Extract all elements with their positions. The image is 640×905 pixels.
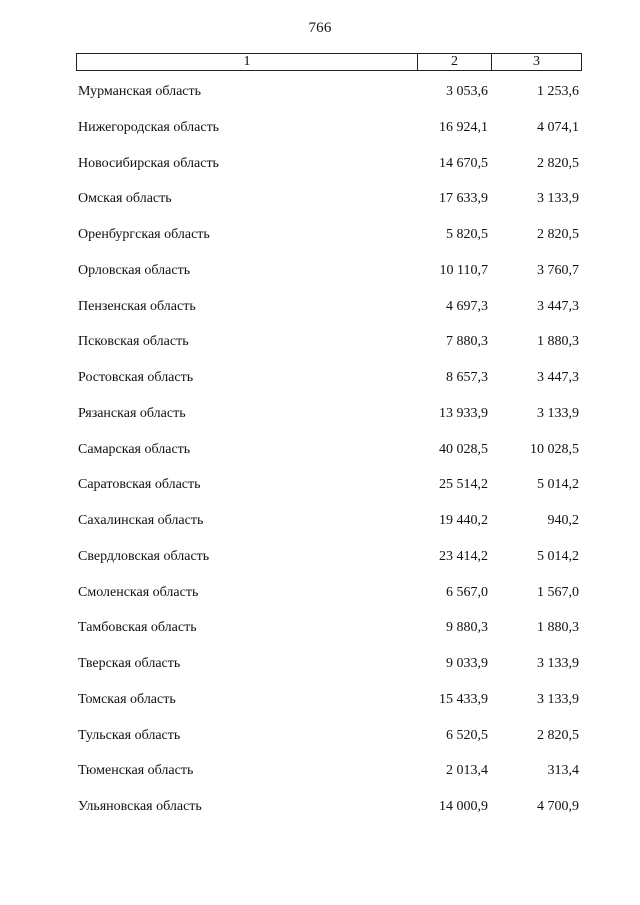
value-col-2: 5 820,5 (446, 227, 488, 242)
table-row (0, 84, 640, 120)
region-name: Томская область (78, 691, 176, 707)
header-col-2: 2 (418, 54, 492, 70)
table-row (0, 763, 640, 799)
value-col-2: 6 520,5 (446, 727, 488, 743)
value-col-3: 5 014,2 (537, 477, 579, 493)
region-name: Омская область (78, 191, 172, 207)
value-col-2: 25 514,2 (439, 477, 488, 493)
value-col-3: 3 133,9 (537, 191, 579, 207)
value-col-2: 8 657,3 (446, 370, 488, 385)
value-col-2: 4 697,3 (446, 298, 488, 314)
value-col-3: 3 447,3 (537, 370, 579, 385)
value-col-2: 14 000,9 (439, 799, 488, 814)
table-row (0, 513, 640, 549)
region-name: Самарская область (78, 441, 191, 457)
value-col-2: 6 567,0 (446, 584, 488, 600)
value-col-3: 313,4 (547, 763, 579, 779)
table-row (0, 191, 640, 227)
table-body (0, 84, 640, 835)
value-col-2: 23 414,2 (439, 548, 488, 564)
value-col-3: 2 820,5 (537, 227, 579, 242)
table-row (0, 549, 640, 585)
region-name: Тамбовская область (78, 620, 197, 636)
region-name: Мурманская область (78, 84, 202, 99)
page-number: 766 (308, 20, 332, 36)
region-name: Ростовская область (78, 370, 194, 385)
value-col-3: 5 014,2 (537, 548, 579, 564)
table-row (0, 442, 640, 478)
value-col-2: 16 924,1 (439, 119, 488, 135)
value-col-3: 3 447,3 (537, 298, 579, 314)
region-name: Тверская область (78, 656, 181, 671)
table-row (0, 156, 640, 192)
table-row (0, 585, 640, 621)
value-col-3: 3 133,9 (537, 656, 579, 671)
value-col-3: 2 820,5 (537, 727, 579, 743)
region-name: Ульяновская область (78, 799, 202, 814)
table-row (0, 370, 640, 406)
table-row (0, 728, 640, 764)
region-name: Пензенская область (78, 298, 196, 314)
value-col-2: 17 633,9 (439, 191, 488, 207)
value-col-3: 1 567,0 (537, 584, 579, 600)
table-row (0, 620, 640, 656)
table-header (76, 53, 582, 71)
value-col-2: 15 433,9 (439, 691, 488, 707)
region-name: Тульская область (78, 727, 181, 743)
region-name: Орловская область (78, 262, 191, 278)
region-name: Оренбургская область (78, 227, 210, 242)
region-name: Рязанская область (78, 405, 186, 421)
value-col-3: 1 880,3 (537, 620, 579, 636)
value-col-3: 940,2 (547, 513, 579, 528)
table-row (0, 477, 640, 513)
value-col-3: 4 074,1 (537, 119, 579, 135)
table-row (0, 263, 640, 299)
value-col-2: 2 013,4 (446, 763, 488, 779)
value-col-2: 9 033,9 (446, 656, 488, 671)
region-name: Сахалинская область (78, 513, 204, 528)
value-col-3: 3 133,9 (537, 691, 579, 707)
value-col-2: 13 933,9 (439, 405, 488, 421)
table-row (0, 406, 640, 442)
value-col-2: 10 110,7 (439, 262, 488, 278)
value-col-2: 3 053,6 (446, 84, 488, 99)
value-col-3: 3 133,9 (537, 405, 579, 421)
region-name: Саратовская область (78, 477, 201, 493)
table-row (0, 299, 640, 335)
region-name: Нижегородская область (78, 119, 220, 135)
region-name: Тюменская область (78, 763, 194, 779)
table-row (0, 656, 640, 692)
region-name: Смоленская область (78, 584, 199, 600)
table-row (0, 227, 640, 263)
table-row (0, 692, 640, 728)
region-name: Псковская область (78, 334, 189, 350)
table-row (0, 334, 640, 370)
value-col-2: 14 670,5 (439, 155, 488, 171)
table-row (0, 799, 640, 835)
header-col-3: 3 (533, 54, 540, 69)
value-col-2: 9 880,3 (446, 620, 488, 636)
value-col-3: 10 028,5 (530, 441, 579, 457)
value-col-3: 1 253,6 (537, 84, 579, 99)
value-col-2: 7 880,3 (446, 334, 488, 350)
value-col-3: 2 820,5 (537, 155, 579, 171)
table-row (0, 120, 640, 156)
header-col-1: 1 (77, 54, 418, 70)
value-col-2: 40 028,5 (439, 441, 488, 457)
value-col-3: 3 760,7 (537, 262, 579, 278)
region-name: Новосибирская область (78, 155, 219, 171)
value-col-3: 4 700,9 (537, 799, 579, 814)
region-name: Свердловская область (78, 548, 210, 564)
value-col-3: 1 880,3 (537, 334, 579, 350)
value-col-2: 19 440,2 (439, 513, 488, 528)
